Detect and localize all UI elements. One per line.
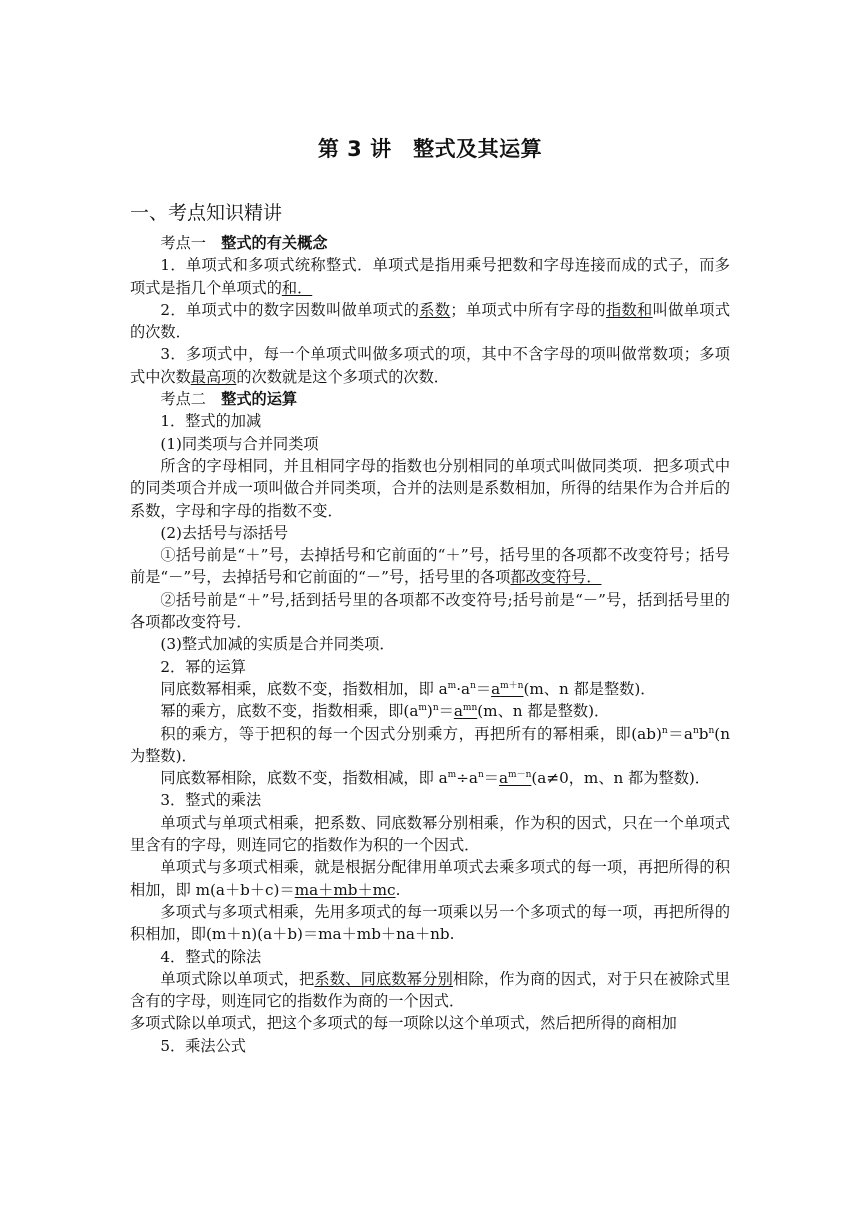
div1-text-a: 单项式除以单项式，把 — [160, 969, 315, 988]
p1-text: 1．单项式和多项式统称整式．单项式是指用乘号把数和字母连接而成的式子，而多项式是指几个单项式的 — [130, 256, 730, 297]
subheading-s3: 3．整式的乘法 — [160, 791, 262, 810]
pow4-e2: n — [477, 770, 484, 781]
mul2-text: 单项式与多项式相乘，就是根据分配律用单项式去乘多项式的每一项，再把所得的积相加，即 m(a＋b＋c)＝ — [130, 858, 730, 899]
section-heading: 一、考点知识精讲 — [130, 202, 283, 224]
paragraph-p2 — [130, 299, 730, 344]
pow3-e2: n — [692, 725, 699, 736]
p2-answer-1: 系数 — [419, 300, 451, 319]
s1b1-text: ①括号前是“＋”号，去掉括号和它前面的“＋”号，括号里的各项都不改变符号；括号前是“－”号，去掉括号和它前面的“－”号，括号里的各项 — [130, 546, 730, 587]
pow1-e1: m — [447, 680, 457, 691]
pow2-e2: n — [432, 703, 439, 714]
paragraph-pow1 — [130, 678, 730, 700]
pow1-ans-exp: m＋n — [500, 680, 524, 691]
paragraph-mul2 — [130, 856, 730, 901]
pow1-b: ·a — [456, 679, 471, 698]
kp2-label: 考点二 — [160, 390, 206, 409]
kp1-heading — [130, 232, 730, 254]
pow2-answer — [454, 702, 477, 720]
pow2-a: 幂的乘方，底数不变，指数相乘，即(a — [160, 702, 419, 721]
pow2-ans-exp: mn — [462, 703, 478, 714]
p2-text-c: 叫做单项式的次数． — [130, 300, 731, 342]
paragraph-s1b-2: ②括号前是“＋”号,括到括号里的各项都不改变符号;括号前是“－”号，括到括号里的各项都改变符号． — [130, 590, 730, 632]
pow3-e3: n — [708, 725, 715, 736]
mul2-end: . — [395, 880, 401, 899]
pow4-c: ＝ — [483, 769, 499, 788]
subheading-s5: 5．乘法公式 — [160, 1036, 246, 1055]
pow1-a: 同底数幂相乘，底数不变，指数相加，即 a — [160, 679, 448, 698]
p1-answer: 和． — [281, 278, 313, 297]
kp1-name: 整式的有关概念 — [221, 234, 328, 252]
kp2-name: 整式的运算 — [221, 390, 298, 409]
p2-text-a: 2．单项式中的数字因数叫做单项式的 — [160, 300, 420, 319]
pow4-ans-base: a — [498, 769, 509, 788]
pow3-c: b — [698, 724, 709, 743]
pow2-d: (m、n 都是整数)． — [477, 702, 610, 721]
paragraph-pow2 — [130, 700, 730, 722]
pow2-b: ) — [426, 702, 433, 721]
pow4-d: (a≠0，m、n 都为整数)． — [531, 769, 710, 788]
pow4-e1: m — [447, 770, 457, 781]
pow1-ans-base: a — [491, 679, 501, 698]
p3-text-b: 的次数就是这个多项式的次数． — [236, 367, 449, 386]
p2-text-b: ；单项式中所有字母的 — [450, 300, 606, 319]
pow3-b: ＝a — [667, 724, 693, 743]
s1b1-answer: 都改变符号． — [510, 568, 602, 587]
pow3-a: 积的乘方，等于把积的每一个因式分别乘方，再把所有的幂相乘，即(ab) — [160, 724, 662, 743]
p3-text-a: 3．多项式中，每一个单项式叫做多项式的项，其中不含字母的项叫做常数项；多项式中次数 — [130, 345, 730, 386]
paragraph-s1a: 所含的字母相同，并且相同字母的指数也分别相同的单项式叫做同类项．把多项式中的同类项合并成一项叫做合并同类项，合并的法则是系数相加，所得的结果作为合并后的系数，字母和字母的指数不变． — [130, 456, 730, 520]
subheading-s2: 2．幂的运算 — [160, 657, 246, 676]
subheading-s1b: (2)去括号与添括号 — [160, 523, 289, 542]
paragraph-p3 — [130, 343, 730, 388]
pow4-b: ÷a — [456, 769, 478, 788]
paragraph-pow3 — [130, 723, 730, 768]
paragraph-p1 — [130, 254, 730, 299]
pow1-d: (m、n 都是整数)． — [523, 679, 656, 698]
subheading-s1a: (1)同类项与合并同类项 — [160, 434, 319, 453]
div1-text-b: 相除，作为商的因式，对于只在被除式里含有的字母，则连同它的指数作为商的一个因式． — [130, 969, 731, 1011]
pow1-answer — [491, 680, 523, 698]
paragraph-div2: 多项式除以单项式，把这个多项式的每一项除以这个单项式，然后把所得的商相加 — [130, 1014, 677, 1033]
pow1-e2: n — [470, 680, 476, 691]
paragraph-pow4 — [130, 767, 730, 789]
pow3-e1: n — [661, 725, 668, 736]
paragraph-s1c: (3)整式加减的实质是合并同类项． — [160, 635, 395, 654]
p2-answer-2: 指数和 — [605, 300, 653, 319]
subheading-s4: 4．整式的除法 — [160, 947, 262, 966]
pow4-a: 同底数幂相除，底数不变，指数相减，即 a — [160, 769, 448, 788]
mul2-answer: ma＋mb＋mc — [294, 880, 396, 899]
document-body — [130, 232, 730, 1057]
pow2-ans-base: a — [453, 702, 463, 721]
pow2-e1: m — [418, 703, 427, 714]
pow2-c: ＝ — [438, 702, 454, 721]
pow4-ans-exp: m－n — [508, 770, 532, 781]
pow1-c: ＝ — [475, 679, 492, 698]
pow4-answer — [499, 769, 531, 787]
paragraph-s1b-1 — [130, 544, 730, 589]
div1-answer: 系数、同底数幂分别 — [314, 969, 454, 988]
pow3-d: (n 为整数)． — [130, 724, 730, 765]
paragraph-div1 — [130, 968, 730, 1013]
p3-answer: 最高项 — [190, 367, 237, 386]
subheading-s1: 1．整式的加减 — [160, 412, 262, 431]
kp2-heading — [130, 388, 730, 410]
page-title: 第 3 讲 整式及其运算 — [317, 137, 543, 161]
paragraph-mul3: 多项式与多项式相乘，先用多项式的每一项乘以另一个多项式的每一项，再把所得的积相加，即(m＋n)(a＋b)＝ma＋mb＋na＋nb. — [130, 902, 730, 944]
kp1-label: 考点一 — [160, 234, 206, 252]
paragraph-mul1: 单项式与单项式相乘，把系数、同底数幂分别相乘，作为积的因式，只在一个单项式里含有的字母，则连同它的指数作为积的一个因式． — [130, 813, 730, 855]
